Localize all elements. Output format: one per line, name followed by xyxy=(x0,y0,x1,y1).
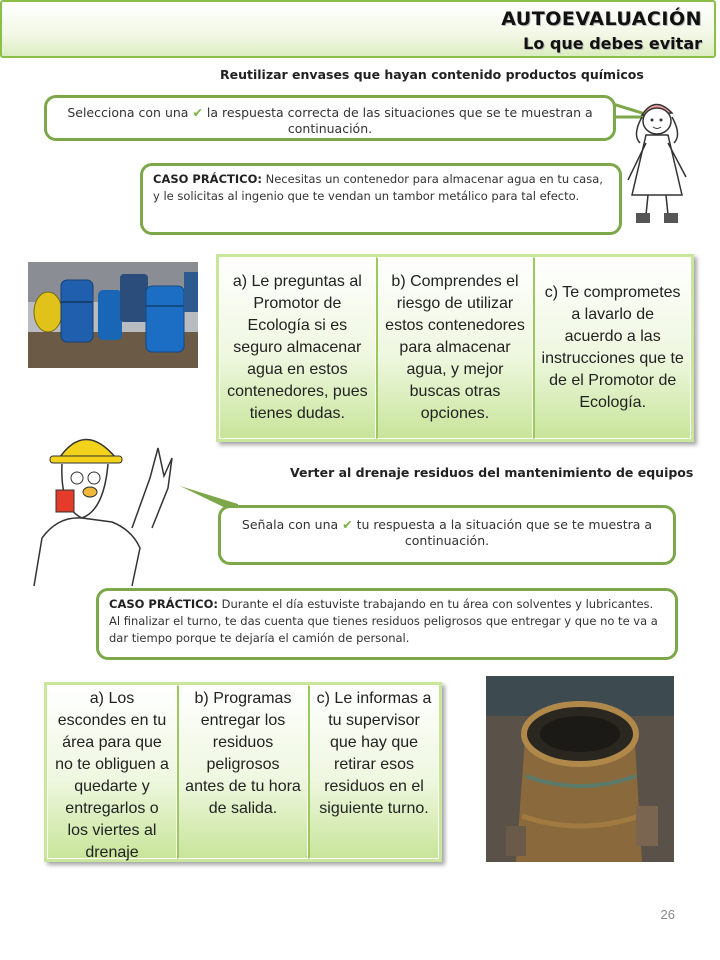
instruction-bubble-1 xyxy=(44,95,616,141)
answer-options-1 xyxy=(216,254,694,442)
option-b[interactable]: b) Comprendes el riesgo de utilizar estos contenedores para almacenar agua, y mejor buscas otras opciones. xyxy=(376,257,534,439)
page-number: 26 xyxy=(660,907,675,922)
case-text: Necesitas un contenedor para almacenar agua en tu casa, y le solicitas al ingenio que te vendan un tambor metálico para tal efecto. xyxy=(153,172,603,203)
page-title: AUTOEVALUACIÓN xyxy=(501,8,702,30)
section1-heading: Reutilizar envases que hayan contenido productos químicos xyxy=(220,67,644,82)
answer-options-2 xyxy=(44,682,442,862)
instruction-prefix: Señala con una xyxy=(241,517,339,532)
option-a[interactable]: a) Le preguntas al Promotor de Ecología si es seguro almacenar agua en estos contenedores, pues tienes dudas. xyxy=(219,257,376,439)
checkmark-icon: ✔ xyxy=(192,105,203,120)
checkmark-icon: ✔ xyxy=(342,517,353,532)
barrels-photo xyxy=(28,262,198,368)
case-label: CASO PRÁCTICO: xyxy=(153,172,262,186)
instruction-bubble-2 xyxy=(218,505,676,565)
case-study-2 xyxy=(96,588,678,660)
instruction-prefix: Selecciona con una xyxy=(67,105,189,120)
case-label: CASO PRÁCTICO: xyxy=(109,597,218,611)
header-banner xyxy=(0,0,716,58)
option-c[interactable]: c) Le informas a tu supervisor que hay que retirar esos residuos en el siguiente turno. xyxy=(308,685,439,859)
section2-heading: Verter al drenaje residuos del mantenimiento de equipos xyxy=(290,465,694,480)
rusty-pipe-photo xyxy=(486,676,674,862)
instruction-text: tu respuesta a la situación que se te muestra a continuación. xyxy=(356,517,653,548)
case-text: Durante el día estuviste trabajando en tu área con solventes y lubricantes. Al finalizar el turno, te das cuenta que tienes residuos peligrosos que entregar y que no te va a dar tiempo porque te dejaría el camión de personal. xyxy=(109,597,658,645)
worker-whistle-illustration xyxy=(22,418,192,588)
page-subtitle: Lo que debes evitar xyxy=(523,34,702,53)
option-c[interactable]: c) Te comprometes a lavarlo de acuerdo a las instrucciones que te de el Promotor de Ecología. xyxy=(533,257,691,439)
girl-helmet-illustration xyxy=(620,95,690,230)
option-a[interactable]: a) Los escondes en tu área para que no te obliguen a quedarte y entregarlos o los viertes al drenaje xyxy=(47,685,177,859)
case-study-1 xyxy=(140,163,622,235)
option-b[interactable]: b) Programas entregar los residuos peligrosos antes de tu hora de salida. xyxy=(177,685,308,859)
instruction-text: la respuesta correcta de las situaciones que se te muestran a continuación. xyxy=(206,105,593,136)
